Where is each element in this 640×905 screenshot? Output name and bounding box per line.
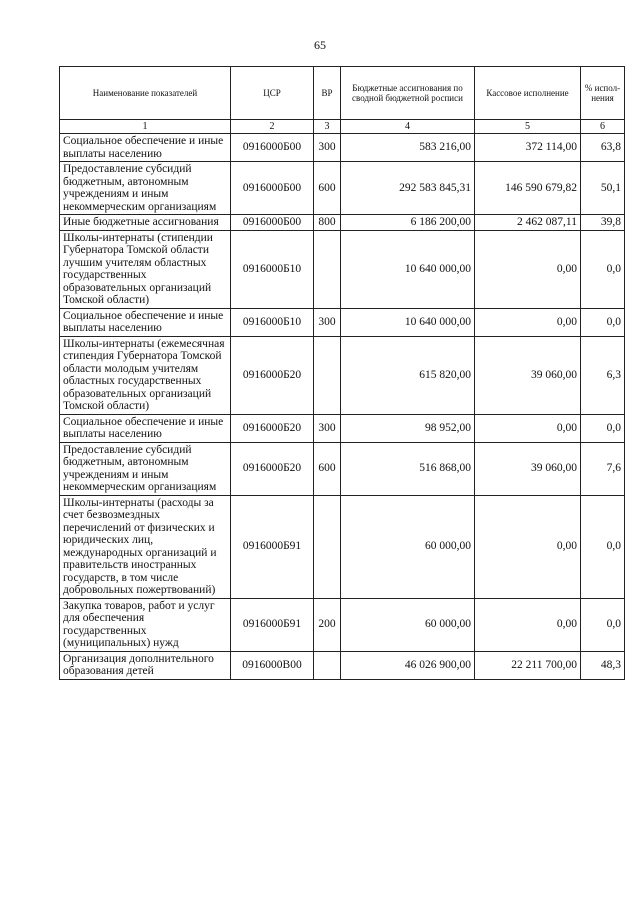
header-percent: % испол-нения (581, 67, 625, 120)
table-row (60, 162, 625, 215)
cell-vr: 200 (314, 598, 341, 651)
table-row (60, 134, 625, 162)
cell-name: Предоставление субсидий бюджетным, автономным учреждениям и иным некоммерческим организациям (60, 162, 231, 215)
cell-percent: 0,0 (581, 495, 625, 598)
cell-vr (314, 495, 341, 598)
column-number: 1 (60, 120, 231, 134)
cell-vr: 600 (314, 162, 341, 215)
cell-name: Социальное обеспечение и иные выплаты населению (60, 134, 231, 162)
cell-csr: 0916000Б91 (231, 598, 314, 651)
cell-csr: 0916000Б00 (231, 162, 314, 215)
cell-budget: 98 952,00 (341, 414, 475, 442)
cell-name: Организация дополнительного образования детей (60, 651, 231, 679)
cell-vr (314, 230, 341, 308)
table-row (60, 651, 625, 679)
cell-budget: 292 583 845,31 (341, 162, 475, 215)
cell-percent: 39,8 (581, 215, 625, 231)
cell-budget: 60 000,00 (341, 495, 475, 598)
cell-cash: 0,00 (475, 230, 581, 308)
cell-name: Социальное обеспечение и иные выплаты населению (60, 414, 231, 442)
cell-csr: 0916000Б00 (231, 215, 314, 231)
table-row (60, 414, 625, 442)
cell-percent: 0,0 (581, 598, 625, 651)
cell-budget: 10 640 000,00 (341, 230, 475, 308)
header-budget: Бюджетные ассигнования по сводной бюджетной росписи (341, 67, 475, 120)
cell-budget: 60 000,00 (341, 598, 475, 651)
cell-budget: 583 216,00 (341, 134, 475, 162)
cell-name: Школы-интернаты (ежемесячная стипендия Губернатора Томской области молодым учителям областных государственных образовательных организаций Томской области) (60, 336, 231, 414)
cell-vr: 300 (314, 134, 341, 162)
cell-csr: 0916000Б20 (231, 414, 314, 442)
table-row (60, 230, 625, 308)
cell-percent: 0,0 (581, 308, 625, 336)
column-number: 2 (231, 120, 314, 134)
table-row (60, 442, 625, 495)
budget-execution-table (59, 66, 625, 680)
cell-vr: 600 (314, 442, 341, 495)
table-row (60, 598, 625, 651)
cell-csr: 0916000Б10 (231, 308, 314, 336)
cell-vr: 300 (314, 308, 341, 336)
header-vr: ВР (314, 67, 341, 120)
table-row (60, 308, 625, 336)
header-cash: Кассовое исполнение (475, 67, 581, 120)
cell-budget: 615 820,00 (341, 336, 475, 414)
cell-csr: 0916000В00 (231, 651, 314, 679)
cell-cash: 39 060,00 (475, 336, 581, 414)
cell-csr: 0916000Б00 (231, 134, 314, 162)
cell-percent: 7,6 (581, 442, 625, 495)
cell-csr: 0916000Б20 (231, 442, 314, 495)
cell-cash: 2 462 087,11 (475, 215, 581, 231)
table-row (60, 336, 625, 414)
column-number-row (60, 120, 625, 134)
cell-budget: 516 868,00 (341, 442, 475, 495)
column-number: 5 (475, 120, 581, 134)
cell-vr: 800 (314, 215, 341, 231)
cell-cash: 0,00 (475, 495, 581, 598)
cell-percent: 63,8 (581, 134, 625, 162)
cell-cash: 0,00 (475, 308, 581, 336)
cell-name: Иные бюджетные ассигнования (60, 215, 231, 231)
cell-percent: 0,0 (581, 414, 625, 442)
cell-name: Школы-интернаты (стипендии Губернатора Томской области лучшим учителям областных государственных образовательных организаций Томской области) (60, 230, 231, 308)
cell-vr: 300 (314, 414, 341, 442)
cell-vr (314, 651, 341, 679)
table-body (60, 134, 625, 680)
cell-name: Предоставление субсидий бюджетным, автономным учреждениям и иным некоммерческим организациям (60, 442, 231, 495)
table-row (60, 215, 625, 231)
column-number: 3 (314, 120, 341, 134)
cell-cash: 146 590 679,82 (475, 162, 581, 215)
header-row (60, 67, 625, 120)
cell-cash: 0,00 (475, 598, 581, 651)
cell-percent: 6,3 (581, 336, 625, 414)
header-name: Наименование показателей (60, 67, 231, 120)
cell-budget: 6 186 200,00 (341, 215, 475, 231)
cell-name: Закупка товаров, работ и услуг для обеспечения государственных (муниципальных) нужд (60, 598, 231, 651)
cell-cash: 372 114,00 (475, 134, 581, 162)
cell-name: Школы-интернаты (расходы за счет безвозмездных перечислений от физических и юридических лиц, международных организаций и правительств иностранных государств, в том числе добровольных пожертвований) (60, 495, 231, 598)
cell-csr: 0916000Б20 (231, 336, 314, 414)
cell-budget: 10 640 000,00 (341, 308, 475, 336)
cell-vr (314, 336, 341, 414)
cell-csr: 0916000Б91 (231, 495, 314, 598)
cell-cash: 22 211 700,00 (475, 651, 581, 679)
cell-percent: 0,0 (581, 230, 625, 308)
cell-cash: 39 060,00 (475, 442, 581, 495)
column-number: 4 (341, 120, 475, 134)
cell-percent: 48,3 (581, 651, 625, 679)
column-number: 6 (581, 120, 625, 134)
header-csr: ЦСР (231, 67, 314, 120)
cell-csr: 0916000Б10 (231, 230, 314, 308)
cell-percent: 50,1 (581, 162, 625, 215)
table-row (60, 495, 625, 598)
cell-name: Социальное обеспечение и иные выплаты населению (60, 308, 231, 336)
cell-budget: 46 026 900,00 (341, 651, 475, 679)
page-number: 65 (314, 38, 326, 52)
cell-cash: 0,00 (475, 414, 581, 442)
